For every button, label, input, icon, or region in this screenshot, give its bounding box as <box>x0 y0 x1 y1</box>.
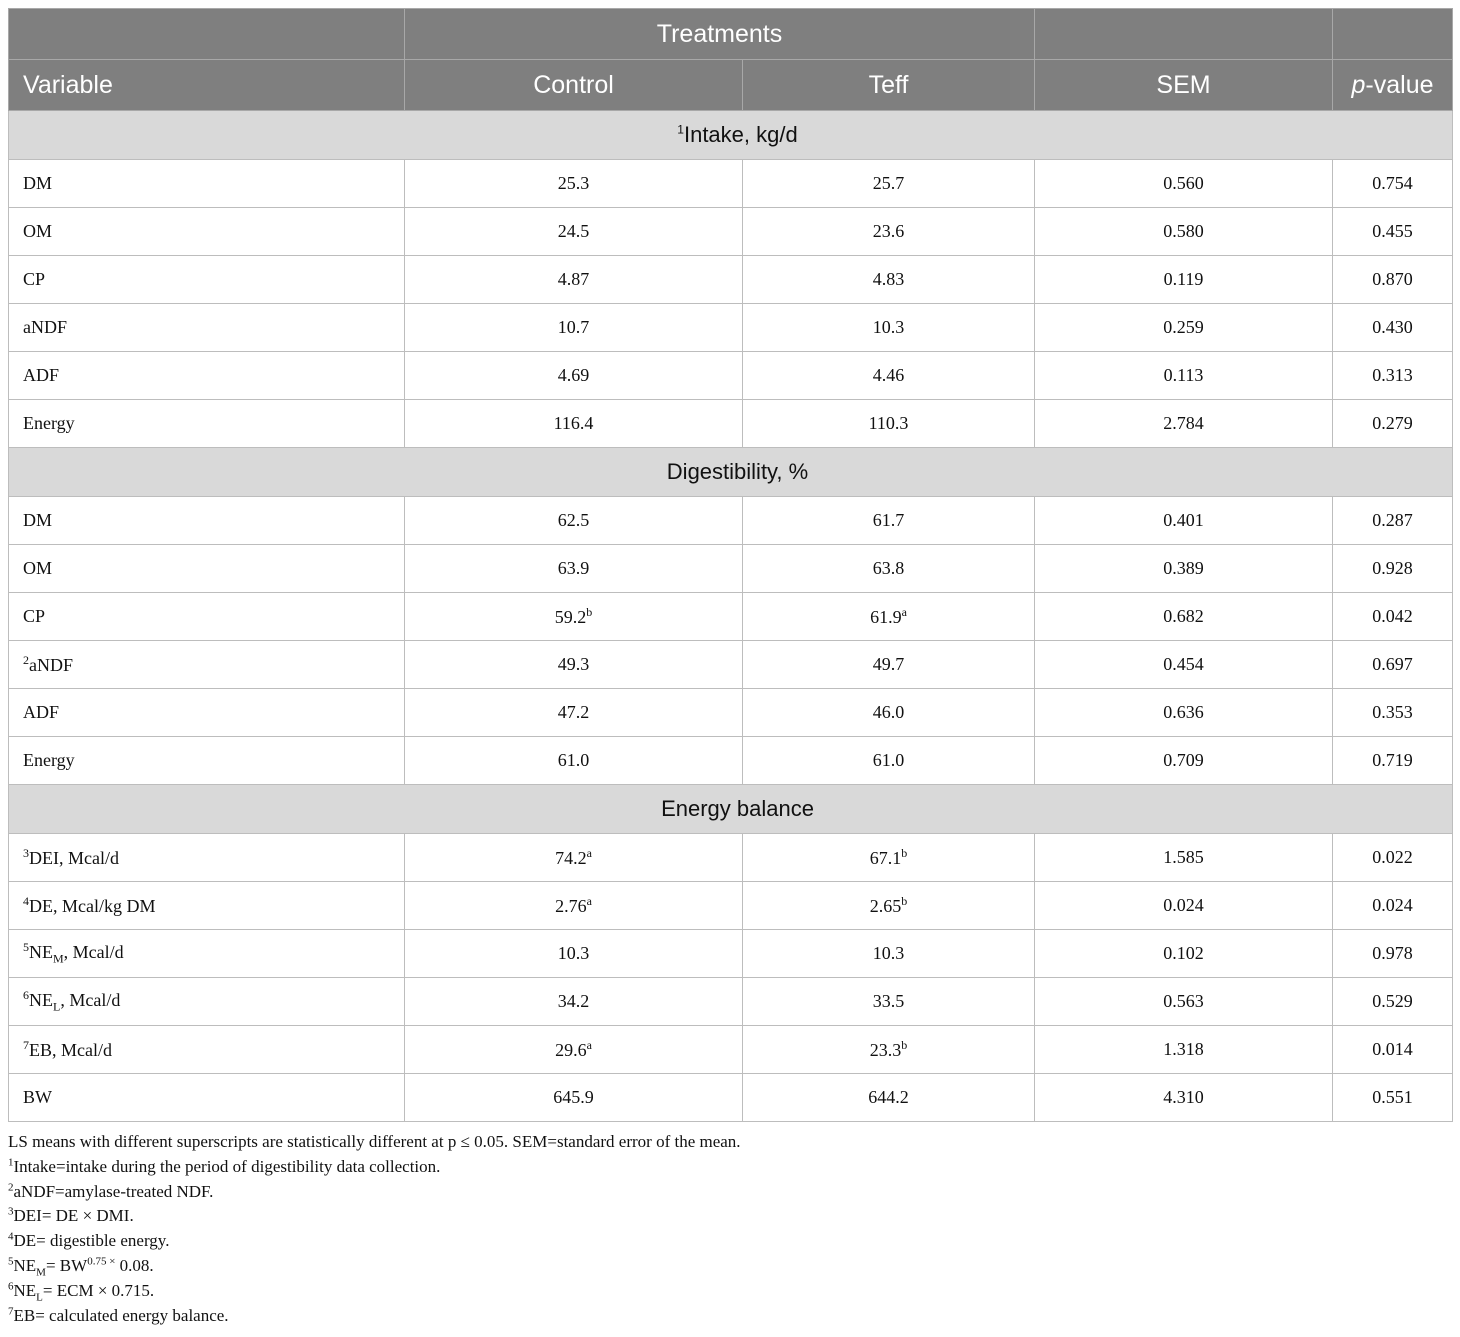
table-row <box>9 545 1453 593</box>
variable-cell <box>9 1026 405 1074</box>
section-title <box>9 785 1453 834</box>
footnote-marker: 7 <box>8 1304 14 1317</box>
footnote-marker: 7 <box>23 1038 29 1052</box>
table-header <box>9 9 1453 111</box>
table-row <box>9 400 1453 448</box>
section-row <box>9 785 1453 834</box>
control-value: 645.9 <box>553 1087 594 1107</box>
sem-cell: 0.113 <box>1035 352 1333 400</box>
footnote-text: NE <box>13 1255 37 1275</box>
column-header-p-value <box>1333 60 1453 111</box>
variable-name: ADF <box>23 365 60 385</box>
sem-cell: 1.585 <box>1035 834 1333 882</box>
table-row <box>9 1074 1453 1122</box>
sem-cell: 1.318 <box>1035 1026 1333 1074</box>
p-italic: p <box>1351 70 1366 99</box>
teff-value: 67.1 <box>869 848 902 868</box>
control-cell <box>405 978 743 1026</box>
teff-value: 61.9 <box>870 607 902 627</box>
sem-cell: 0.401 <box>1035 497 1333 545</box>
treatments-group-header: Treatments <box>405 9 1035 60</box>
control-cell <box>405 256 743 304</box>
p-value-cell: 0.022 <box>1333 834 1453 882</box>
teff-value: 23.3 <box>869 1040 902 1060</box>
table-row <box>9 497 1453 545</box>
teff-cell <box>743 737 1035 785</box>
teff-cell <box>743 304 1035 352</box>
table-row <box>9 160 1453 208</box>
variable-cell <box>9 304 405 352</box>
variable-name: NE <box>29 942 53 963</box>
footnote-text: LS means with different superscripts are statistically different at p ≤ 0.05. SEM=standard error of the mean. <box>8 1132 741 1151</box>
control-cell <box>405 545 743 593</box>
variable-cell <box>9 689 405 737</box>
control-value: 116.4 <box>553 413 594 433</box>
control-cell <box>405 208 743 256</box>
variable-name: aNDF <box>29 655 73 675</box>
control-value: 49.3 <box>557 654 590 674</box>
footnote-text: 0.08. <box>115 1255 154 1275</box>
p-value-cell: 0.024 <box>1333 882 1453 930</box>
control-cell <box>405 641 743 689</box>
table-row <box>9 593 1453 641</box>
footnote-marker: 6 <box>23 988 29 1003</box>
variable-cell <box>9 352 405 400</box>
variable-cell <box>9 978 405 1026</box>
footnote-marker: 4 <box>23 894 29 908</box>
table-row <box>9 208 1453 256</box>
variable-cell <box>9 641 405 689</box>
teff-cell <box>743 978 1035 1026</box>
variable-cell <box>9 545 405 593</box>
section-title-text: Intake, kg/d <box>683 122 798 147</box>
column-header-teff: Teff <box>743 60 1035 111</box>
variable-cell <box>9 834 405 882</box>
sem-cell: 4.310 <box>1035 1074 1333 1122</box>
footnote <box>8 1279 1452 1304</box>
control-cell <box>405 593 743 641</box>
teff-cell <box>743 160 1035 208</box>
table-row <box>9 882 1453 930</box>
sem-cell: 2.784 <box>1035 400 1333 448</box>
p-value-cell: 0.042 <box>1333 593 1453 641</box>
teff-cell <box>743 256 1035 304</box>
p-value-cell: 0.353 <box>1333 689 1453 737</box>
section-row <box>9 448 1453 497</box>
table-row <box>9 737 1453 785</box>
p-value-cell: 0.455 <box>1333 208 1453 256</box>
control-value: 2.76 <box>555 896 587 916</box>
control-cell <box>405 689 743 737</box>
significance-superscript: b <box>901 894 908 908</box>
footnote <box>8 1155 1452 1180</box>
variable-cell <box>9 208 405 256</box>
variable-name: CP <box>23 269 46 289</box>
teff-value: 10.3 <box>872 317 905 337</box>
sem-cell: 0.024 <box>1035 882 1333 930</box>
teff-value: 49.7 <box>872 654 905 674</box>
variable-name: BW <box>23 1087 52 1107</box>
significance-superscript: a <box>901 605 907 619</box>
control-cell <box>405 352 743 400</box>
significance-superscript: a <box>586 894 592 908</box>
footnote-marker: 3 <box>23 846 29 860</box>
table-row <box>9 256 1453 304</box>
variable-subscript: L <box>53 999 61 1014</box>
variable-name: OM <box>23 221 53 241</box>
variable-cell <box>9 256 405 304</box>
teff-cell <box>743 208 1035 256</box>
header-empty-cell <box>9 9 405 60</box>
variable-name: Energy <box>23 413 75 433</box>
teff-cell <box>743 641 1035 689</box>
p-value-cell: 0.551 <box>1333 1074 1453 1122</box>
teff-cell <box>743 834 1035 882</box>
p-value-cell: 0.014 <box>1333 1026 1453 1074</box>
variable-unit: , Mcal/d <box>60 990 121 1011</box>
teff-value: 46.0 <box>872 702 905 722</box>
control-cell <box>405 834 743 882</box>
teff-value: 23.6 <box>872 221 905 241</box>
footnote-text: aNDF=amylase-treated NDF. <box>13 1181 214 1201</box>
table-row <box>9 930 1453 978</box>
teff-cell <box>743 882 1035 930</box>
footnote <box>8 1204 1452 1229</box>
teff-cell <box>743 689 1035 737</box>
p-value-cell: 0.978 <box>1333 930 1453 978</box>
teff-value: 25.7 <box>872 173 905 193</box>
footnote-marker: 5 <box>8 1255 14 1268</box>
teff-value: 110.3 <box>868 413 909 433</box>
control-value: 63.9 <box>557 558 590 578</box>
control-cell <box>405 497 743 545</box>
control-value: 4.69 <box>557 365 590 385</box>
section-title <box>9 448 1453 497</box>
teff-value: 4.83 <box>872 269 905 289</box>
footnote-marker: 6 <box>8 1280 14 1293</box>
teff-value: 33.5 <box>872 991 905 1011</box>
variable-name: OM <box>23 558 53 578</box>
significance-superscript: a <box>586 1038 592 1052</box>
control-value: 61.0 <box>557 750 590 770</box>
header-group-row <box>9 9 1453 60</box>
teff-cell <box>743 545 1035 593</box>
control-cell <box>405 930 743 978</box>
variable-name: Energy <box>23 750 75 770</box>
sem-cell: 0.102 <box>1035 930 1333 978</box>
control-cell <box>405 160 743 208</box>
footnote <box>8 1304 1452 1329</box>
footnote-text: DEI= DE × DMI. <box>13 1206 134 1226</box>
significance-superscript: b <box>901 1038 908 1052</box>
significance-superscript: b <box>586 605 593 619</box>
table-footnotes <box>8 1130 1452 1328</box>
teff-cell <box>743 1074 1035 1122</box>
variable-cell <box>9 400 405 448</box>
control-cell <box>405 882 743 930</box>
variable-cell <box>9 882 405 930</box>
sem-cell: 0.580 <box>1035 208 1333 256</box>
variable-name: DM <box>23 173 53 193</box>
control-cell <box>405 1026 743 1074</box>
control-value: 59.2 <box>554 607 587 627</box>
teff-cell <box>743 497 1035 545</box>
sem-cell: 0.636 <box>1035 689 1333 737</box>
header-empty-cell <box>1035 9 1333 60</box>
control-value: 25.3 <box>557 173 590 193</box>
control-cell <box>405 400 743 448</box>
teff-value: 4.46 <box>872 365 905 385</box>
control-value: 62.5 <box>557 510 590 530</box>
footnote <box>8 1180 1452 1205</box>
table-row <box>9 641 1453 689</box>
section-title <box>9 111 1453 160</box>
control-cell <box>405 1074 743 1122</box>
table-body <box>9 111 1453 1122</box>
column-header-variable: Variable <box>9 60 405 111</box>
results-table-container <box>8 8 1452 1328</box>
variable-name: NE <box>29 990 53 1011</box>
footnote-subscript: L <box>36 1291 43 1304</box>
control-value: 10.3 <box>557 943 590 963</box>
teff-cell <box>743 930 1035 978</box>
footnote-text: EB= calculated energy balance. <box>13 1305 229 1325</box>
significance-superscript: a <box>586 846 592 860</box>
sem-cell: 0.563 <box>1035 978 1333 1026</box>
variable-name: DEI, Mcal/d <box>29 848 119 868</box>
p-value-cell: 0.529 <box>1333 978 1453 1026</box>
footnote-marker: 3 <box>8 1205 14 1218</box>
section-title-text: Digestibility, % <box>666 459 809 484</box>
variable-unit: , Mcal/d <box>63 942 124 963</box>
p-value-cell: 0.279 <box>1333 400 1453 448</box>
column-header-sem: SEM <box>1035 60 1333 111</box>
header-empty-cell <box>1333 9 1453 60</box>
control-cell <box>405 304 743 352</box>
variable-name: EB, Mcal/d <box>29 1040 112 1060</box>
teff-value: 61.7 <box>872 510 905 530</box>
results-table <box>8 8 1453 1122</box>
table-row <box>9 1026 1453 1074</box>
teff-value: 2.65 <box>869 896 902 916</box>
sem-cell: 0.119 <box>1035 256 1333 304</box>
teff-value: 61.0 <box>872 750 905 770</box>
footnote-superscript: 0.75 × <box>87 1255 116 1268</box>
sem-cell: 0.682 <box>1035 593 1333 641</box>
footnote-subscript: M <box>36 1266 46 1279</box>
footnote-marker: 1 <box>677 122 684 137</box>
table-row <box>9 834 1453 882</box>
p-value-cell: 0.313 <box>1333 352 1453 400</box>
sem-cell: 0.709 <box>1035 737 1333 785</box>
column-header-control: Control <box>405 60 743 111</box>
control-value: 29.6 <box>555 1040 587 1060</box>
variable-subscript: M <box>53 951 64 966</box>
footnote-text: DE= digestible energy. <box>13 1231 170 1251</box>
footnote-marker: 4 <box>8 1230 14 1243</box>
control-cell <box>405 737 743 785</box>
variable-name: DE, Mcal/kg DM <box>29 896 156 916</box>
table-row <box>9 978 1453 1026</box>
p-value-cell: 0.287 <box>1333 497 1453 545</box>
footnote <box>8 1254 1452 1279</box>
teff-value: 63.8 <box>872 558 905 578</box>
sem-cell: 0.560 <box>1035 160 1333 208</box>
footnote-marker: 2 <box>23 653 29 667</box>
section-row <box>9 111 1453 160</box>
sem-cell: 0.259 <box>1035 304 1333 352</box>
table-row <box>9 689 1453 737</box>
variable-cell <box>9 497 405 545</box>
p-value-cell: 0.697 <box>1333 641 1453 689</box>
footnote-text: Intake=intake during the period of digestibility data collection. <box>13 1156 441 1176</box>
control-value: 74.2 <box>555 848 587 868</box>
variable-name: DM <box>23 510 53 530</box>
variable-name: ADF <box>23 702 60 722</box>
footnote-text: = BW <box>45 1255 88 1275</box>
p-value-cell: 0.430 <box>1333 304 1453 352</box>
header-columns-row <box>9 60 1453 111</box>
control-value: 4.87 <box>557 269 590 289</box>
variable-cell <box>9 593 405 641</box>
significance-superscript: b <box>901 846 908 860</box>
variable-cell <box>9 930 405 978</box>
control-value: 24.5 <box>557 221 590 241</box>
p-value-cell: 0.870 <box>1333 256 1453 304</box>
variable-cell <box>9 1074 405 1122</box>
teff-cell <box>743 1026 1035 1074</box>
footnote-marker: 5 <box>23 940 29 955</box>
footnote-marker: 2 <box>8 1180 14 1193</box>
teff-cell <box>743 400 1035 448</box>
p-value-suffix: -value <box>1365 70 1434 99</box>
teff-value: 10.3 <box>872 943 905 963</box>
teff-cell <box>743 593 1035 641</box>
footnote-text: NE <box>13 1280 37 1300</box>
p-value-cell: 0.719 <box>1333 737 1453 785</box>
footnote-text: = ECM × 0.715. <box>42 1280 155 1300</box>
p-value-cell: 0.754 <box>1333 160 1453 208</box>
table-row <box>9 304 1453 352</box>
variable-name: aNDF <box>23 317 67 337</box>
table-row <box>9 352 1453 400</box>
control-value: 47.2 <box>557 702 590 722</box>
variable-cell <box>9 160 405 208</box>
control-value: 34.2 <box>557 991 590 1011</box>
teff-cell <box>743 352 1035 400</box>
variable-cell <box>9 737 405 785</box>
footnote <box>8 1229 1452 1254</box>
section-title-text: Energy balance <box>661 796 814 821</box>
teff-value: 644.2 <box>868 1087 909 1107</box>
sem-cell: 0.454 <box>1035 641 1333 689</box>
p-value-cell: 0.928 <box>1333 545 1453 593</box>
sem-cell: 0.389 <box>1035 545 1333 593</box>
footnote <box>8 1130 1452 1155</box>
footnote-marker: 1 <box>8 1156 14 1169</box>
variable-name: CP <box>23 606 46 626</box>
control-value: 10.7 <box>557 317 590 337</box>
